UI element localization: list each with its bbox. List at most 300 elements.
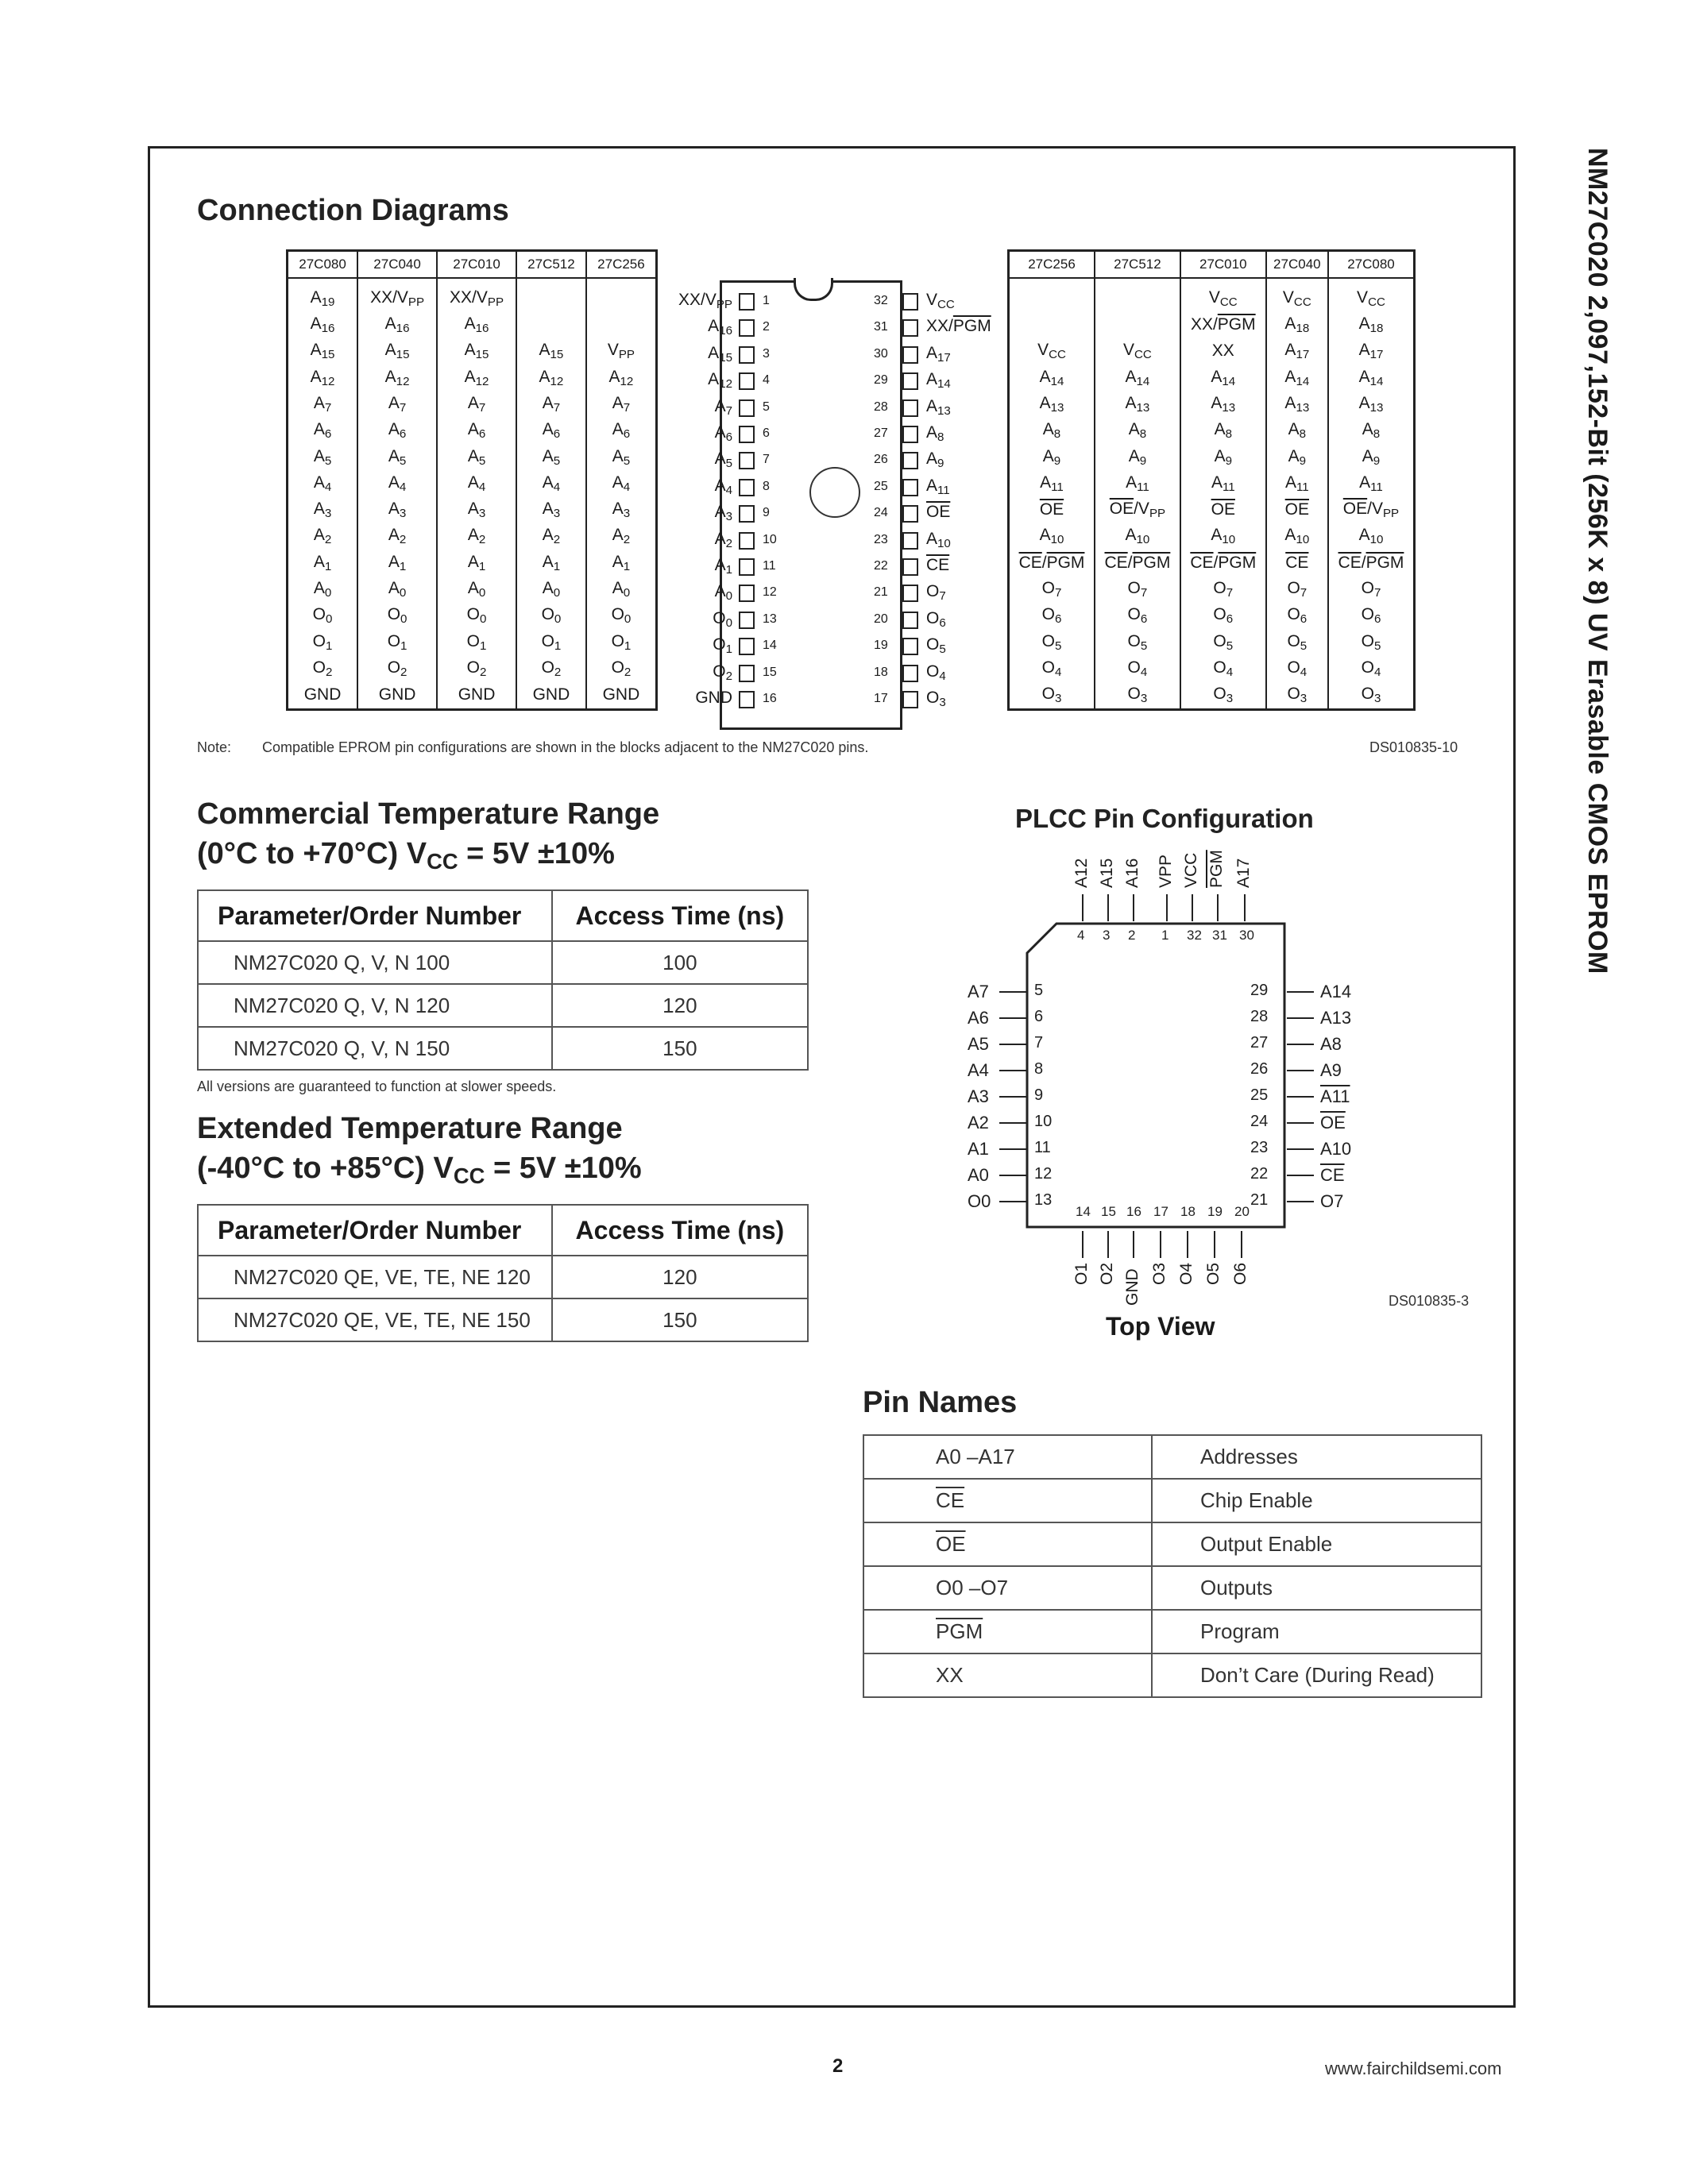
pin-cell: $A_3$ bbox=[586, 496, 657, 523]
dip-pin bbox=[739, 505, 755, 523]
plcc-ds-label: DS010835-3 bbox=[1389, 1293, 1470, 1309]
plcc-pin-number: 32 bbox=[1187, 928, 1202, 943]
dip-pin-number: 10 bbox=[763, 532, 777, 546]
plcc-pin-number: 18 bbox=[1180, 1204, 1196, 1219]
pin-cell: $A_{10}$ bbox=[1328, 523, 1415, 550]
dip-pin bbox=[902, 399, 918, 417]
dip-pin-number: 29 bbox=[874, 373, 888, 388]
table-row bbox=[863, 1435, 1481, 1479]
dip-right-pin-label: $O_4$ bbox=[926, 662, 946, 683]
plcc-left-label: A4 bbox=[968, 1060, 989, 1080]
plcc-lead bbox=[1214, 1231, 1215, 1258]
pin-cell: $A_{17}$ bbox=[1266, 338, 1328, 365]
left-header-27c010: 27C010 bbox=[437, 251, 516, 279]
plcc-heading: PLCC Pin Configuration bbox=[1015, 804, 1314, 833]
pin-cell: $A_{18}$ bbox=[1328, 311, 1415, 338]
plcc-lead bbox=[1166, 894, 1168, 921]
pin-cell: $O_2$ bbox=[357, 655, 437, 681]
dip-left-pin-label: $A_3$ bbox=[714, 503, 732, 523]
pin-cell: $A_6$ bbox=[516, 417, 586, 443]
plcc-pin-number: 14 bbox=[1076, 1204, 1091, 1219]
pin-cell: $O_7$ bbox=[1095, 576, 1180, 602]
pin-cell: $A_{12}$ bbox=[357, 365, 437, 391]
plcc-right-label: $\overline{CE}$ bbox=[1320, 1165, 1345, 1185]
side-title bbox=[1555, 148, 1619, 1133]
plcc-pin-number: 27 bbox=[1250, 1034, 1269, 1051]
plcc-lead bbox=[1107, 1231, 1109, 1258]
plcc-bottom-label: O3 bbox=[1150, 1262, 1168, 1285]
dip-pin bbox=[902, 532, 918, 550]
dip-pin bbox=[739, 319, 755, 337]
pin-cell: $O_6$ bbox=[1009, 603, 1095, 629]
dip-pin-number: 23 bbox=[874, 532, 888, 546]
commercial-table bbox=[197, 889, 809, 1071]
dip-pin-number: 24 bbox=[874, 506, 888, 520]
pin-cell: $O_0$ bbox=[437, 603, 516, 629]
pin-cell: $O_5$ bbox=[1095, 629, 1180, 655]
table-row bbox=[288, 576, 657, 602]
dip-right-pin-label: $A_{13}$ bbox=[926, 396, 951, 418]
pin-cell: $A_8$ bbox=[1266, 417, 1328, 443]
table-row bbox=[288, 365, 657, 391]
pin-cell: $V_{PP}$ bbox=[586, 338, 657, 365]
dip-window bbox=[809, 467, 860, 518]
plcc-lead bbox=[1287, 1070, 1314, 1071]
pin-cell: $V_{CC}$ bbox=[1180, 278, 1266, 311]
pin-cell: $A_{16}$ bbox=[437, 311, 516, 338]
table-row bbox=[1009, 278, 1415, 311]
dip-notch bbox=[794, 278, 833, 301]
dip-pin-number: 2 bbox=[763, 320, 770, 334]
dip-pin-number: 18 bbox=[874, 665, 888, 679]
pin-cell: $A_{15}$ bbox=[288, 338, 358, 365]
pin-cell: $O_3$ bbox=[1009, 681, 1095, 709]
plcc-lead bbox=[1287, 991, 1314, 993]
pin-cell: $A_7$ bbox=[437, 391, 516, 417]
dip-pin bbox=[902, 558, 918, 576]
dip-pin bbox=[739, 479, 755, 496]
table-row bbox=[288, 338, 657, 365]
table-row bbox=[1009, 444, 1415, 470]
pin-name: $\overline{OE}$ bbox=[936, 1532, 966, 1556]
plcc-lead bbox=[999, 1017, 1026, 1019]
plcc-pin-number: 31 bbox=[1212, 928, 1227, 943]
pin-cell: $XX/V_{PP}$ bbox=[357, 278, 437, 311]
table-row bbox=[863, 1566, 1481, 1610]
plcc-bottom-label: O4 bbox=[1177, 1262, 1196, 1285]
table-row bbox=[1009, 576, 1415, 602]
plcc-pin-number: 11 bbox=[1034, 1139, 1051, 1156]
commercial-col-param: Parameter/Order Number bbox=[198, 890, 552, 941]
dip-left-pin-label: $O_1$ bbox=[713, 635, 732, 656]
commercial-footnote: All versions are guaranteed to function at slower speeds. bbox=[197, 1078, 557, 1094]
plcc-pin-number: 8 bbox=[1034, 1060, 1044, 1078]
right-header-27c010: 27C010 bbox=[1180, 251, 1266, 279]
access-time: 150 bbox=[552, 1027, 808, 1070]
pin-cell bbox=[586, 311, 657, 338]
extended-subheading: (-40°C to +85°C) $V_{CC} = 5V \pm 10\%$ bbox=[197, 1152, 642, 1188]
footer-url[interactable]: www.fairchildsemi.com bbox=[1325, 2059, 1502, 2078]
pin-cell bbox=[1009, 311, 1095, 338]
order-number: NM27C020 QE, VE, TE, NE 150 bbox=[198, 1298, 552, 1341]
pin-cell: $A_1$ bbox=[437, 550, 516, 576]
pin-cell: $O_0$ bbox=[288, 603, 358, 629]
pin-cell: $A_9$ bbox=[1009, 444, 1095, 470]
dip-left-pin-label: $XX/V_{PP}$ bbox=[678, 291, 732, 311]
pin-cell: $A_{11}$ bbox=[1328, 470, 1415, 496]
pin-cell: $A_{12}$ bbox=[586, 365, 657, 391]
pin-cell: $A_{12}$ bbox=[516, 365, 586, 391]
pin-cell: GND bbox=[288, 681, 358, 709]
right-header-27c080: 27C080 bbox=[1328, 251, 1415, 279]
pin-cell: $A_2$ bbox=[357, 523, 437, 550]
pin-cell: $A_{12}$ bbox=[437, 365, 516, 391]
dip-right-pin-label: $XX/\overline{PGM}$ bbox=[926, 317, 991, 336]
plcc-pin-number: 26 bbox=[1250, 1060, 1269, 1078]
dip-pin bbox=[739, 558, 755, 576]
pin-cell: $A_0$ bbox=[437, 576, 516, 602]
dip-pin bbox=[739, 691, 755, 708]
access-time: 120 bbox=[552, 1256, 808, 1298]
pin-cell: $O_1$ bbox=[586, 629, 657, 655]
pin-cell: $A_7$ bbox=[586, 391, 657, 417]
plcc-pin-number: 4 bbox=[1077, 928, 1085, 943]
dip-pin bbox=[739, 452, 755, 469]
dip-pin bbox=[902, 612, 918, 629]
pin-cell: $A_{11}$ bbox=[1095, 470, 1180, 496]
extended-col-time: Access Time (ns) bbox=[552, 1205, 808, 1256]
plcc-pin-number: 12 bbox=[1034, 1165, 1053, 1183]
dip-right-pin-label: $A_{11}$ bbox=[926, 476, 950, 497]
dip-left-pin-label: $A_1$ bbox=[714, 556, 732, 577]
pin-cell: $\overline{CE}$ bbox=[1266, 550, 1328, 576]
plcc-pin-number: 24 bbox=[1250, 1113, 1269, 1130]
pin-cell: $O_5$ bbox=[1328, 629, 1415, 655]
table-row bbox=[1009, 523, 1415, 550]
dip-right-pin-label: $\overline{OE}$ bbox=[926, 503, 951, 522]
dip-right-pin-label: $O_3$ bbox=[926, 689, 946, 709]
pin-cell: $A_2$ bbox=[288, 523, 358, 550]
table-row bbox=[1009, 629, 1415, 655]
pin-cell: $A_4$ bbox=[586, 470, 657, 496]
dip-left-pin-label: $O_2$ bbox=[713, 662, 732, 683]
table-row bbox=[288, 655, 657, 681]
dip-pin bbox=[902, 585, 918, 602]
plcc-right-label: A8 bbox=[1320, 1034, 1342, 1054]
dip-right-pin-label: $A_{10}$ bbox=[926, 529, 951, 550]
dip-pin-number: 1 bbox=[763, 294, 770, 307]
pin-description: Addresses bbox=[1152, 1435, 1481, 1479]
pin-cell: $A_{19}$ bbox=[288, 278, 358, 311]
pin-cell: $A_{13}$ bbox=[1180, 391, 1266, 417]
pin-cell: $A_{11}$ bbox=[1180, 470, 1266, 496]
order-number: NM27C020 Q, V, N 100 bbox=[198, 941, 552, 984]
pin-cell: $O_2$ bbox=[437, 655, 516, 681]
plcc-top-label: A17 bbox=[1234, 858, 1253, 888]
pin-cell: $V_{CC}$ bbox=[1328, 278, 1415, 311]
pin-cell: $O_7$ bbox=[1180, 576, 1266, 602]
table-row bbox=[198, 1027, 808, 1070]
pin-cell: $O_4$ bbox=[1095, 655, 1180, 681]
pin-cell: $O_2$ bbox=[516, 655, 586, 681]
table-row bbox=[1009, 496, 1415, 523]
connection-heading: Connection Diagrams bbox=[197, 194, 509, 227]
dip-pin-number: 13 bbox=[763, 612, 777, 626]
pin-cell: $A_9$ bbox=[1328, 444, 1415, 470]
plcc-right-label: A11 bbox=[1320, 1086, 1350, 1106]
pin-cell: $O_7$ bbox=[1009, 576, 1095, 602]
table-row bbox=[288, 603, 657, 629]
pin-cell: $XX/\overline{PGM}$ bbox=[1180, 311, 1266, 338]
plcc-bottom-label: O5 bbox=[1204, 1262, 1223, 1285]
pin-cell: $O_0$ bbox=[586, 603, 657, 629]
dip-left-pin-label: $A_7$ bbox=[714, 396, 732, 418]
pin-cell: $A_9$ bbox=[1180, 444, 1266, 470]
dip-right-pin-label: $A_8$ bbox=[926, 423, 944, 444]
pin-names-heading: Pin Names bbox=[863, 1386, 1018, 1419]
plcc-pin-number: 3 bbox=[1103, 928, 1111, 943]
pin-cell: $A_{18}$ bbox=[1266, 311, 1328, 338]
plcc-left-label: O0 bbox=[968, 1191, 991, 1211]
table-row bbox=[863, 1653, 1481, 1697]
plcc-pin-number: 15 bbox=[1101, 1204, 1116, 1219]
pin-cell: $O_1$ bbox=[357, 629, 437, 655]
pin-cell: $O_5$ bbox=[1266, 629, 1328, 655]
dip-pin-number: 7 bbox=[763, 453, 770, 467]
pin-cell: $A_5$ bbox=[516, 444, 586, 470]
pin-cell: $A_{13}$ bbox=[1095, 391, 1180, 417]
dip-pin bbox=[902, 372, 918, 390]
table-row bbox=[198, 1298, 808, 1341]
plcc-lead bbox=[1192, 894, 1193, 921]
plcc-bottom-label: O1 bbox=[1072, 1262, 1091, 1285]
pin-cell: $A_{15}$ bbox=[516, 338, 586, 365]
dip-pin-number: 21 bbox=[874, 585, 888, 600]
dip-pin-number: 27 bbox=[874, 426, 888, 440]
pin-description: Don’t Care (During Read) bbox=[1152, 1653, 1481, 1697]
plcc-pin-number: 28 bbox=[1250, 1008, 1269, 1025]
table-row bbox=[288, 496, 657, 523]
dip-pin bbox=[739, 638, 755, 655]
pin-cell: $A_{14}$ bbox=[1095, 365, 1180, 391]
pin-description: Program bbox=[1152, 1610, 1481, 1653]
plcc-pin-number: 29 bbox=[1250, 982, 1269, 999]
plcc-bottom-label: O2 bbox=[1098, 1262, 1116, 1285]
plcc-pin-number: 2 bbox=[1128, 928, 1136, 943]
dip-pin bbox=[902, 665, 918, 682]
plcc-top-label: $\overline{PGM}$ bbox=[1207, 850, 1226, 888]
pin-cell: $A_3$ bbox=[288, 496, 358, 523]
plcc-pin-number: 17 bbox=[1153, 1204, 1168, 1219]
dip-pin-number: 28 bbox=[874, 399, 888, 414]
pin-cell: $A_4$ bbox=[516, 470, 586, 496]
pin-cell: $A_7$ bbox=[357, 391, 437, 417]
pin-description: Outputs bbox=[1152, 1566, 1481, 1610]
pin-cell: $A_{12}$ bbox=[288, 365, 358, 391]
pin-cell: $A_{15}$ bbox=[357, 338, 437, 365]
pin-cell: $A_4$ bbox=[437, 470, 516, 496]
table-row bbox=[863, 1610, 1481, 1653]
pin-cell: $V_{CC}$ bbox=[1095, 338, 1180, 365]
pin-cell: $A_{14}$ bbox=[1328, 365, 1415, 391]
pin-cell: $O_0$ bbox=[516, 603, 586, 629]
pin-cell: $O_7$ bbox=[1266, 576, 1328, 602]
plcc-pin-number: 22 bbox=[1250, 1165, 1269, 1183]
pin-cell bbox=[1009, 278, 1095, 311]
pin-cell: GND bbox=[586, 681, 657, 709]
plcc-left-label: A5 bbox=[968, 1034, 989, 1054]
pin-cell: $V_{CC}$ bbox=[1009, 338, 1095, 365]
plcc-top-label: A15 bbox=[1098, 858, 1116, 888]
pin-cell: $A_7$ bbox=[288, 391, 358, 417]
plcc-lead bbox=[999, 1201, 1026, 1202]
dip-pin-number: 5 bbox=[763, 399, 770, 414]
pin-cell: $A_{14}$ bbox=[1009, 365, 1095, 391]
pin-cell: $A_{10}$ bbox=[1009, 523, 1095, 550]
dip-pin bbox=[902, 505, 918, 523]
plcc-bottom-label: O6 bbox=[1231, 1262, 1250, 1285]
dip-pin bbox=[902, 426, 918, 443]
plcc-right-label: $\overline{OE}$ bbox=[1320, 1113, 1346, 1133]
pin-cell: $V_{CC}$ bbox=[1266, 278, 1328, 311]
left-compat-table bbox=[286, 249, 658, 711]
left-header-27c080: 27C080 bbox=[288, 251, 358, 279]
pin-cell: $A_{11}$ bbox=[1009, 470, 1095, 496]
pin-cell: $O_6$ bbox=[1095, 603, 1180, 629]
datasheet-title: NM27C020 2,097,152-Bit (256K x 8) UV Erasable CMOS EPROM bbox=[1582, 148, 1613, 974]
pin-cell: $XX/V_{PP}$ bbox=[437, 278, 516, 311]
table-row bbox=[1009, 311, 1415, 338]
dip-pin bbox=[739, 426, 755, 443]
pin-cell: $\overline{OE}$ bbox=[1009, 496, 1095, 523]
plcc-pin-number: 21 bbox=[1250, 1191, 1269, 1209]
pin-cell: GND bbox=[437, 681, 516, 709]
pin-cell: $A_8$ bbox=[1095, 417, 1180, 443]
dip-pin-number: 19 bbox=[874, 639, 888, 653]
pin-cell bbox=[1095, 278, 1180, 311]
pin-cell: $O_6$ bbox=[1328, 603, 1415, 629]
pin-cell: $A_{16}$ bbox=[357, 311, 437, 338]
pin-name: O0 –O7 bbox=[863, 1566, 1152, 1610]
table-row bbox=[863, 1522, 1481, 1566]
pin-cell: $A_2$ bbox=[586, 523, 657, 550]
pin-cell: $A_{10}$ bbox=[1266, 523, 1328, 550]
order-number: NM27C020 QE, VE, TE, NE 120 bbox=[198, 1256, 552, 1298]
right-header-27c256: 27C256 bbox=[1009, 251, 1095, 279]
table-row bbox=[288, 523, 657, 550]
dip-pin-number: 17 bbox=[874, 692, 888, 705]
pin-cell: $A_{14}$ bbox=[1266, 365, 1328, 391]
dip-right-pin-label: $O_7$ bbox=[926, 582, 946, 604]
pin-cell: $A_{13}$ bbox=[1009, 391, 1095, 417]
right-compat-table bbox=[1007, 249, 1416, 711]
left-header-27c512: 27C512 bbox=[516, 251, 586, 279]
plcc-top-label: A12 bbox=[1072, 858, 1091, 888]
pin-cell: $A_6$ bbox=[437, 417, 516, 443]
pin-cell: $O_6$ bbox=[1180, 603, 1266, 629]
table-row bbox=[288, 681, 657, 709]
dip-pin-number: 6 bbox=[763, 426, 770, 440]
plcc-pin-number: 19 bbox=[1207, 1204, 1223, 1219]
pin-cell: $A_{13}$ bbox=[1328, 391, 1415, 417]
dip-right-pin-label: $V_{CC}$ bbox=[926, 291, 955, 311]
pin-cell: $O_3$ bbox=[1328, 681, 1415, 709]
plcc-pin-number: 23 bbox=[1250, 1139, 1269, 1156]
pin-cell: $A_1$ bbox=[288, 550, 358, 576]
access-time: 150 bbox=[552, 1298, 808, 1341]
table-row bbox=[288, 550, 657, 576]
plcc-lead bbox=[1244, 894, 1246, 921]
dip-pin-number: 12 bbox=[763, 585, 777, 600]
page-number: 2 bbox=[832, 2055, 844, 2077]
pin-cell: $A_5$ bbox=[357, 444, 437, 470]
extended-col-param: Parameter/Order Number bbox=[198, 1205, 552, 1256]
access-time: 100 bbox=[552, 941, 808, 984]
pin-cell: $O_3$ bbox=[1266, 681, 1328, 709]
plcc-right-label: O7 bbox=[1320, 1191, 1344, 1211]
dip-pin-number: 30 bbox=[874, 346, 888, 361]
dip-pin-number: 4 bbox=[763, 373, 770, 388]
dip-pin bbox=[902, 479, 918, 496]
dip-pin bbox=[739, 612, 755, 629]
pin-cell: $O_7$ bbox=[1328, 576, 1415, 602]
pin-cell: $O_1$ bbox=[516, 629, 586, 655]
dip-pin bbox=[902, 452, 918, 469]
pin-cell: $A_0$ bbox=[516, 576, 586, 602]
pin-cell: $A_1$ bbox=[357, 550, 437, 576]
pin-name: XX bbox=[863, 1653, 1152, 1697]
plcc-lead bbox=[999, 1148, 1026, 1150]
dip-pin-number: 15 bbox=[763, 665, 777, 679]
pin-cell: $A_5$ bbox=[586, 444, 657, 470]
plcc-pin-number: 9 bbox=[1034, 1086, 1044, 1104]
order-number: NM27C020 Q, V, N 150 bbox=[198, 1027, 552, 1070]
plcc-lead bbox=[999, 1096, 1026, 1098]
dip-pin-number: 8 bbox=[763, 479, 770, 493]
pin-cell: $A_{16}$ bbox=[288, 311, 358, 338]
table-row bbox=[288, 470, 657, 496]
dip-pin bbox=[739, 532, 755, 550]
pin-cell: $A_{10}$ bbox=[1180, 523, 1266, 550]
plcc-lead bbox=[1082, 894, 1083, 921]
plcc-left-label: A2 bbox=[968, 1113, 989, 1133]
plcc-lead bbox=[999, 1070, 1026, 1071]
plcc-lead bbox=[1287, 1201, 1314, 1202]
table-row bbox=[1009, 338, 1415, 365]
right-header-27c040: 27C040 bbox=[1266, 251, 1328, 279]
dip-pin-number: 26 bbox=[874, 453, 888, 467]
dip-pin-number: 9 bbox=[763, 506, 770, 520]
pin-cell: $A_2$ bbox=[437, 523, 516, 550]
pin-cell: $O_3$ bbox=[1095, 681, 1180, 709]
dip-left-pin-label: $A_{16}$ bbox=[708, 317, 732, 338]
dip-pin bbox=[902, 319, 918, 337]
commercial-subheading: (0°C to +70°C) $V_{CC} = 5V \pm 10\%$ bbox=[197, 837, 615, 874]
table-row bbox=[288, 444, 657, 470]
plcc-body bbox=[1025, 921, 1287, 1231]
pin-cell: $\overline{CE}/\overline{PGM}$ bbox=[1328, 550, 1415, 576]
dip-pin bbox=[902, 691, 918, 708]
pin-cell: $\overline{OE}$ bbox=[1266, 496, 1328, 523]
pin-cell: $A_6$ bbox=[288, 417, 358, 443]
dip-right-pin-label: $O_5$ bbox=[926, 635, 946, 656]
plcc-pin-number: 25 bbox=[1250, 1086, 1269, 1104]
pin-cell: $O_5$ bbox=[1009, 629, 1095, 655]
plcc-lead bbox=[1082, 1231, 1083, 1258]
pin-cell: $A_{15}$ bbox=[437, 338, 516, 365]
pin-names-table bbox=[863, 1434, 1482, 1698]
table-row bbox=[288, 391, 657, 417]
